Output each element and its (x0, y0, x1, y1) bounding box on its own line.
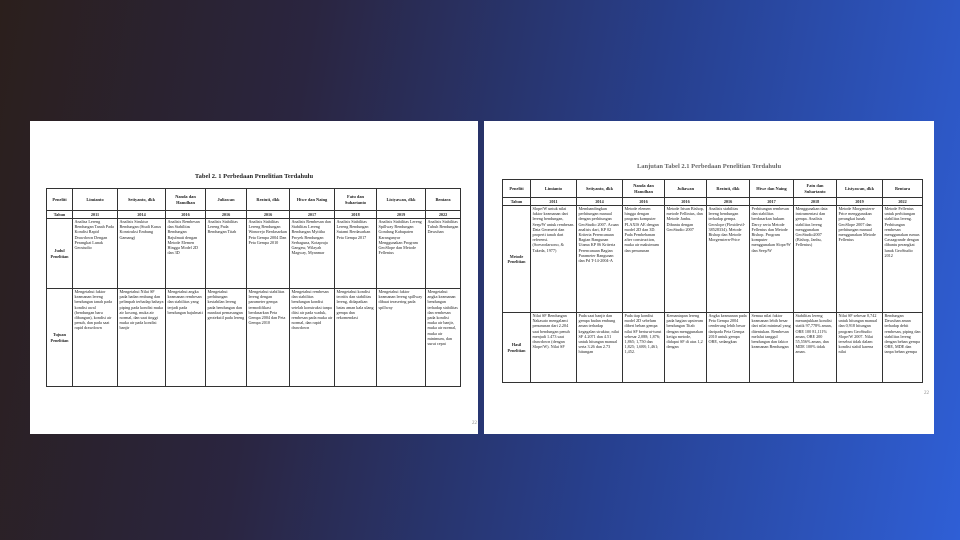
header-cell: Listyawan, dkk (837, 180, 883, 198)
table-cell: Perhitungan rembesan dan stabilitas berdasarkan hukum Darcy serta Metode Fellenius dan Metode Bishop. Program komputer menggunakan Slope/W dan Seep/W (750, 206, 794, 313)
header-cell: Limianto (73, 189, 118, 211)
header-cell: Setiyanto, dkk (118, 189, 166, 211)
table-cell: Analisis Stabilitas Lereng Bendungan Wonorejo Berdasarkan Peta Gempa 2004 Dan Peta Gempa 2010 (247, 219, 290, 289)
header-cell: Nanda dan Hamdhan (623, 180, 665, 198)
row-label: Judul Penelitian (47, 219, 73, 289)
table-cell: Nilai SF sebesar 0,742 untuk hitungan manual dan 0,918 hitungan program GeoStudio Slope/W 2007. Nilai tersebut tidak dalam kondisi stabil karena nilai (837, 313, 883, 383)
table-cell: Mengetahui Nilai SF pada badan embung dan pelimpah terhadap bahaya piping pada kondisi muka air kosong, muka air normal, dan saat tinggi muka air pada kondisi banjir (118, 289, 166, 387)
table-cell: Nilai SF Bendungan Nakasato mengalami penurunan dari 2.204 saat bendungan penuh menjadi 1.473 saat drawdown (dengan Slope/W). Nilai SF (531, 313, 577, 383)
table-cell: Analisis Rembesan dan Stabilitas Bendungan Bajulmati dengan Metode Elemen Hingga Model 2D dan 3D (166, 219, 206, 289)
table-cell: Menggunakan data instrumentasi dan gempa. Analisis stabilitas lereng menggunakan GeoStudio2007 (Bishop, Janbu, Fellenius) (794, 206, 837, 313)
year-cell: 2016 (166, 211, 206, 219)
year-cell: 2017 (290, 211, 335, 219)
table-cell: Membandingkan perhitungan manual dengan perhitungan GeoStudio 2007. Acuan analisis dari, KP 02 Kriteria Perencanaan Bagian Bangunan Utama KP 06 Kriteria Perencanaan Bagian Parameter Bangunan dan Pd T-14-2004-A (577, 206, 623, 313)
table-cell: Mengetahui faktor keamanan lereng spillway dibuat terasering pada spillway (377, 289, 426, 387)
year-cell: 2016 (206, 211, 247, 219)
table-title: Tabel 2. 1 Perbedaan Penelitian Terdahulu (194, 173, 314, 180)
table-cell: Analisa Lereng Bendungan Tanah Pada Kondisi Rapid Drawdown Dengan Perangkat Lunak Geostudio (73, 219, 118, 289)
table-cell: Mengetahui perhitungan kestabilan lereng pada bendungan dan manfaat pemasangan geotekstil pada lereng (206, 289, 247, 387)
header-cell: Juliawan (206, 189, 247, 211)
table-cell: Mengetahui rembesan dan stabilitas bendungan kondisi setelah konstruksi tanpa diisi air pada waduk, rembesan pada muka air normal, dan rapid drawdown (290, 289, 335, 387)
page-number: 22 (924, 391, 929, 396)
year-cell: 2014 (577, 198, 623, 206)
year-cell: 2011 (531, 198, 577, 206)
table-cell: Mengetahui kondisi teoritis dan stabilitas lereng, didapatkan batas aman kala ulang gempa dan rekomendasi (335, 289, 377, 387)
row-label: Tujuan Penelitian (47, 289, 73, 387)
year-cell: 2016 (247, 211, 290, 219)
year-row (47, 211, 461, 219)
header-cell: Reztuti, dkk (247, 189, 290, 211)
header-cell: Peneliti (47, 189, 73, 211)
header-cell: Listyawan, dkk (377, 189, 426, 211)
year-cell: 2018 (335, 211, 377, 219)
year-cell: 2011 (73, 211, 118, 219)
year-cell: 2019 (377, 211, 426, 219)
year-cell: 2022 (883, 198, 923, 206)
header-cell: Juliawan (665, 180, 707, 198)
table-cell: Analisis Stabilitas Lereng Spillway Bendungan Gondang Kabupaten Karanganyar Menggunakan Program GeoSlope dan Metode Fellenius (377, 219, 426, 289)
table-cell: Metode Morgenstern-Price menggunakan perangkat lunak GeoSlope 2007 dan perhitungan manual menggunakan Metode Fellenius (837, 206, 883, 313)
year-cell: 2016 (707, 198, 750, 206)
table-title: Lanjutan Tabel 2.1 Perbedaan Penelitian Terdahulu (636, 163, 782, 170)
header-cell: Limianto (531, 180, 577, 198)
table-cell: Analisis Stabilitas Lereng Bendungan Sutami Berdasarkan Peta Gempa 2017 (335, 219, 377, 289)
year-label: Tahun (503, 198, 531, 206)
header-cell: Fatu dan Suhartanto (794, 180, 837, 198)
table-cell: Kemantapan lereng pada bagian upstream bendungan Titab dengan menggunakan ketiga metode, didapat SF di atas 1,2 dengan (665, 313, 707, 383)
table-cell: Mengetahui angka keamanan bendungan terhadap stabilitas dan rembesan pada kondisi muka air banjir, muka air normal, muka air minimum, dan surut cepat (426, 289, 461, 387)
header-cell: Bentara (883, 180, 923, 198)
table-cell: Pada saat banjir dan gempa badan embung aman terhadap kegagalan struktur, nilai SF 4.2071 dan 4.51 untuk hitungan manual serta 3.26 dan 2.73 hitungan (577, 313, 623, 383)
header-cell: Bentara (426, 189, 461, 211)
table-row (503, 206, 923, 313)
year-cell: 2018 (794, 198, 837, 206)
table-cell: Analisis Stabilitas Tubuh Bendungan Dawuhan (426, 219, 461, 289)
table-cell: Angka keamanan pada Peta Gempa 2004 cenderung lebih besar daripada Peta Gempa 2010 untuk gempa OBE, sedangkan (707, 313, 750, 383)
table-cell: Analisis Rembesan dan Stabilitas Lereng Bendungan Myittha Proyek Bendungan Serbaguna, Kotapraja Gangaw, Wilayah Magway, Myanmar (290, 219, 335, 289)
header-cell: Reztuti, dkk (707, 180, 750, 198)
header-cell: Htwe dan Naing (290, 189, 335, 211)
table-cell: Mengetahui stabilitas lereng dengan parameter gempa termodifikasi berdasarkan Peta Gempa 2004 dan Peta Gempa 2010 (247, 289, 290, 387)
table-cell: Semua nilai faktor keamanan lebih besar dari nilai minimal yang ditentukan. Rembesan melalui tanggul bendungan dan faktor keamanan Bendungan (750, 313, 794, 383)
year-cell: 2014 (118, 211, 166, 219)
table-row (47, 289, 461, 387)
year-cell: 2019 (837, 198, 883, 206)
table-cell: Mengetahui angka keamanan rembesan dan stabilitas yang terjadi pada bendungan bajulmati (166, 289, 206, 387)
header-cell: Setiyanto, dkk (577, 180, 623, 198)
table-cell: Analisis Stabilitas Lereng Pada Bendungan Titab (206, 219, 247, 289)
header-row (503, 180, 923, 198)
header-cell: Htwe dan Naing (750, 180, 794, 198)
year-label: Tahun (47, 211, 73, 219)
header-cell: Peneliti (503, 180, 531, 198)
year-cell: 2017 (750, 198, 794, 206)
table-cell: Mengetahui faktor keamanan lereng bendungan tanah pada kondisi awal (bendungan baru dibangun), kondisi air penuh, dan pada saat rapid drawdown (73, 289, 118, 387)
document-page-left (30, 121, 478, 434)
comparison-table (46, 188, 461, 387)
table-cell: Analisis stabilitas lereng bendungan terhadap gempa. Geoslope (Flexidevil-38528334). Metode Bishop dan Metode Morgenstern-Price (707, 206, 750, 313)
table-cell: Metode Irisan Bishop, metode Fellinius, dan Metode Janbu. Dibantu dengan GeoStudio 2007 (665, 206, 707, 313)
table-cell: Metode elemen hingga dengan program komputer PLAXIS AE dengan model 2D dan 3D. Pada Pembebanan after construction, muka air maksimum dan penurunan (623, 206, 665, 313)
year-cell: 2022 (426, 211, 461, 219)
year-cell: 2016 (623, 198, 665, 206)
year-cell: 2016 (665, 198, 707, 206)
header-row (47, 189, 461, 211)
table-row (47, 219, 461, 289)
comparison-table (502, 179, 923, 383)
page-number: 22 (472, 421, 477, 426)
document-page-right (484, 121, 934, 434)
table-cell: Stabilitas lereng menunjukkan kondisi statik 97,778% aman, OBE 100 81,111% aman, OBE 200 55,556% aman, dan MDE 100% tidak aman. (794, 313, 837, 383)
table-cell: Bendungan Dawuhan aman terhadap debit rembesan, piping dan stabilitas lereng dengan beban gempa OBE, MDE dan tanpa beban gempa (883, 313, 923, 383)
table-cell: Slope/W untuk nilai faktor keamanan dari lereng bendungan, Seep/W untuk rembesan. Data Geometri dan properti tanah dari referensi. (Soesrodarsono, & Takeda, 1977) (531, 206, 577, 313)
header-cell: Fatu dan Suhartanto (335, 189, 377, 211)
year-row (503, 198, 923, 206)
row-label: Hasil Penelitian (503, 313, 531, 383)
row-label: Metode Penelitian (503, 206, 531, 313)
header-cell: Nanda dan Hamdhan (166, 189, 206, 211)
table-cell: Metode Fellenius untuk perhitungan stabilitas lereng. Perhitungan rembesan menggunakan rumus Cassagrande dengan dibantu perangkat lunak GeoStudio 2012 (883, 206, 923, 313)
table-cell: Pada tiap kondisi model 2D sebelum diberi beban gempa nilai SF berturut-turut sebesar 2,088; 1,876; 1,865; 1,750 dan 1,825; 1,688; 1,461; 1,452. (623, 313, 665, 383)
table-cell: Analisis Struktur Bendungan (Studi Kasus Konstruksi Embung Gamang) (118, 219, 166, 289)
table-row (503, 313, 923, 383)
